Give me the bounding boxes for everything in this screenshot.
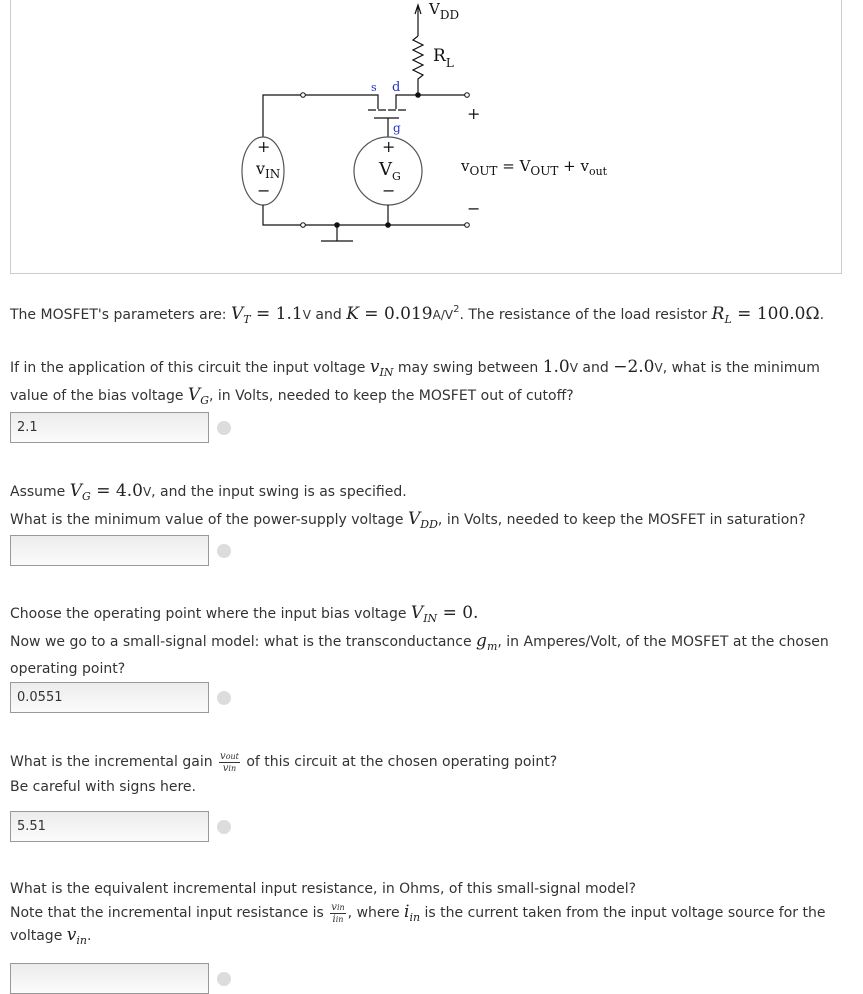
status-indicator-4 [217, 820, 231, 834]
vout-minus: − [467, 199, 481, 218]
resistance-fraction: $\frac{\text{vin}}{\text{iin}}$ [331, 901, 345, 925]
terminal-out-bottom [465, 223, 470, 228]
answer-input-1[interactable]: 2.1 [10, 412, 209, 443]
question-2-text: Assume $V_G = 4.0V$, and the input swing is as specified. What is the minimum value of the power-supply voltage $V_{DD}$, in Volts, needed to keep the MOSFET in saturation? [10, 481, 806, 531]
answer-input-3[interactable]: 0.0551 [10, 682, 209, 713]
question-1-text: If in the application of this circuit the input voltage $v_{IN}$ may swing between 1.0V and −2.0V, what is the minimum value of the bias voltage $V_G$, in Volts, needed to keep the MOSFET out of cutoff? [10, 357, 820, 407]
question-4-text: What is the incremental gain $\frac{\text{vout}}{\text{vin}}$ of this circuit at the chosen operating point? Be careful with signs here. [10, 750, 558, 795]
terminal-in-bottom [301, 223, 306, 228]
terminal-in-top [301, 93, 306, 98]
drain-junction [415, 92, 421, 98]
resistor-rl [413, 36, 423, 95]
drain-wire [396, 95, 467, 109]
question-3-text: Choose the operating point where the input bias voltage $V_{IN} = 0$. Now we go to a small-signal model: what is the transconductance $g_m$, in Amperes/Volt, of the MOSFET at the chosen operating point? [10, 603, 829, 677]
status-indicator-1 [217, 421, 231, 435]
status-indicator-2 [217, 544, 231, 558]
vg-junction [385, 222, 391, 228]
gate-label: g [393, 121, 401, 135]
drain-label: d [392, 80, 401, 95]
vout-equation: $v_{OUT} = V_{OUT} + v_{out}$ [461, 157, 608, 178]
terminal-out-top [465, 93, 470, 98]
mosfet-parameters: The MOSFET's parameters are: $V_T = 1.1V$ and $K = 0.019A/V^2$. The resistance of the load resistor $R_L = 100.0\Omega$. [10, 304, 825, 326]
vg-plus: + [382, 137, 396, 156]
question-5-text: What is the equivalent incremental input resistance, in Ohms, of this small-signal model? Note that the incremental input resistance is $\frac{\text{vin}}{\text{iin}}$ , where $i_{in}$ is the current taken from the input voltage source for the voltage $v_{in}$. [10, 881, 826, 947]
circuit-figure [10, 0, 842, 274]
vg-minus: − [382, 181, 396, 200]
vin-minus: − [257, 181, 271, 200]
gain-fraction: $\frac{\text{vout}}{\text{vin}}$ [220, 750, 239, 774]
source-label: s [371, 81, 377, 94]
vin-plus: + [257, 137, 271, 156]
ground-junction [334, 222, 340, 228]
answer-input-5[interactable] [10, 963, 209, 994]
source-wire [263, 95, 378, 137]
vin-label: $v_{IN}$ [256, 159, 281, 181]
rl-label: $R_L$ [433, 46, 454, 70]
vdd-label: $V_{DD}$ [429, 1, 460, 22]
vg-label: $V_G$ [379, 159, 401, 183]
status-indicator-3 [217, 691, 231, 705]
answer-input-4[interactable]: 5.51 [10, 811, 209, 842]
status-indicator-5 [217, 972, 231, 986]
circuit-diagram [1, 1, 863, 273]
ground-wire [263, 205, 467, 225]
vout-plus: + [467, 104, 481, 123]
answer-input-2[interactable] [10, 535, 209, 566]
